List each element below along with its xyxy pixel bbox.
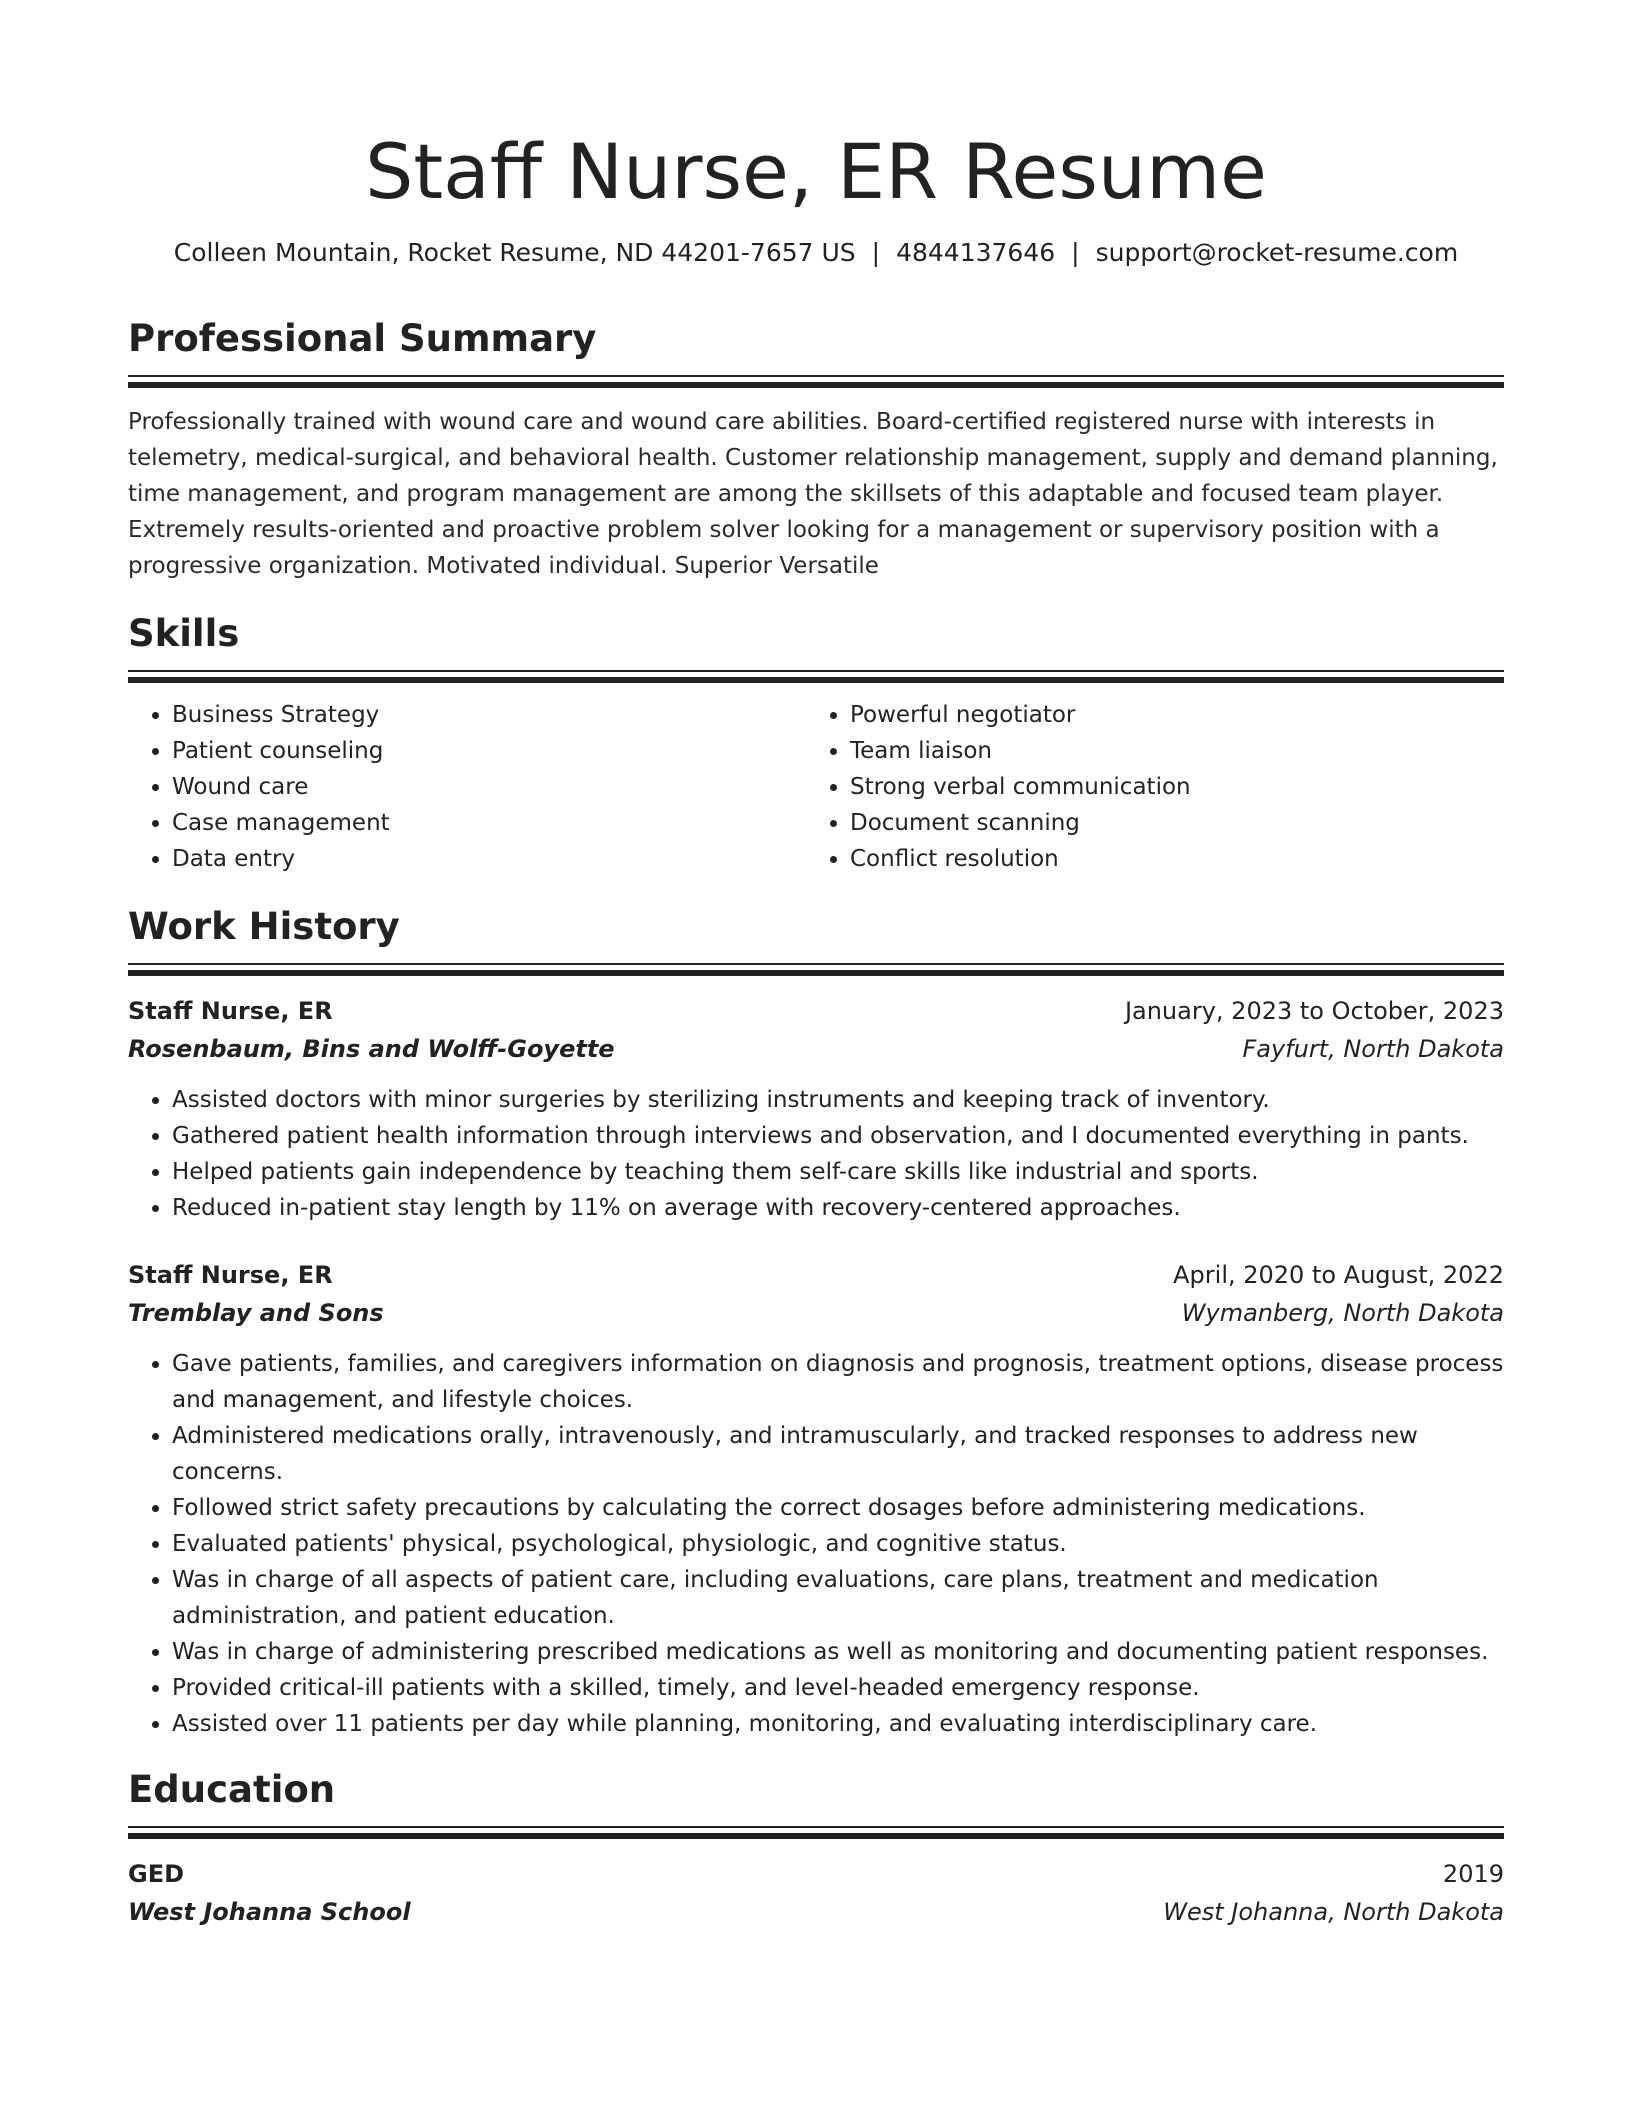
skill-item: • Powerful negotiator [850, 697, 1484, 733]
contact-email: support@rocket-resume.com [1095, 238, 1459, 267]
skill-item: • Case management [172, 805, 806, 841]
job-employer-row [128, 1294, 1504, 1332]
skill-item: • Data entry [172, 841, 806, 877]
job-bullets [128, 1082, 1504, 1226]
section-heading-work-history: Work History [128, 905, 400, 948]
job-bullet: • Followed strict safety precautions by calculating the correct dosages before administering medications. [172, 1490, 1504, 1526]
job-bullet: • Administered medications orally, intravenously, and intramuscularly, and tracked responses to address new concerns. [172, 1418, 1504, 1490]
job-bullet: • Provided critical-ill patients with a skilled, timely, and level-headed emergency response. [172, 1670, 1504, 1706]
section-divider [128, 963, 1504, 976]
skill-item: • Wound care [172, 769, 806, 805]
job-header-row [128, 1256, 1504, 1294]
job-bullet: • Assisted doctors with minor surgeries by sterilizing instruments and keeping track of inventory. [172, 1082, 1504, 1118]
job-bullet: • Assisted over 11 patients per day while planning, monitoring, and evaluating interdisciplinary care. [172, 1706, 1504, 1742]
resume-title: Staff Nurse, ER Resume [365, 127, 1267, 216]
summary-text: Professionally trained with wound care and wound care abilities. Board-certified registered nurse with interests in telemetry, medical-surgical, and behavioral health. Customer relationship management, supply and demand planning, time management, and program management are among the skillsets of this adaptable and focused team player. Extremely results-oriented and proactive problem solver looking for a management or supervisory position with a progressive organization. Motivated individual. Superior Versatile [128, 409, 1498, 579]
section-heading-skills: Skills [128, 612, 240, 655]
education-header-row [128, 1855, 1504, 1893]
section-divider [128, 1826, 1504, 1839]
job-entry [128, 1256, 1504, 1742]
education-school: West Johanna School [128, 1898, 411, 1926]
skills-column-left [128, 697, 806, 877]
job-bullet: • Was in charge of all aspects of patient care, including evaluations, care plans, treatment and medication administration, and patient education. [172, 1562, 1504, 1634]
education-entry [128, 1855, 1504, 1931]
skill-item: • Document scanning [850, 805, 1484, 841]
education-school-row [128, 1893, 1504, 1931]
skill-item: • Business Strategy [172, 697, 806, 733]
section-divider [128, 670, 1504, 683]
skill-item: • Patient counseling [172, 733, 806, 769]
education-year: 2019 [1442, 1860, 1504, 1888]
job-bullets [128, 1346, 1504, 1742]
job-bullet: • Gave patients, families, and caregivers information on diagnosis and prognosis, treatment options, disease process and management, and lifestyle choices. [172, 1346, 1504, 1418]
job-bullet: • Gathered patient health information through interviews and observation, and I documented everything in pants. [172, 1118, 1504, 1154]
section-heading-summary: Professional Summary [128, 317, 597, 360]
contact-separator: | [1071, 238, 1080, 267]
job-employer: Rosenbaum, Bins and Wolff-Goyette [128, 1035, 615, 1063]
skill-item: • Team liaison [850, 733, 1484, 769]
job-employer-row [128, 1030, 1504, 1068]
section-heading-education: Education [128, 1768, 336, 1811]
job-employer: Tremblay and Sons [128, 1299, 384, 1327]
job-dates: April, 2020 to August, 2022 [1173, 1261, 1504, 1289]
education-degree: GED [128, 1860, 185, 1888]
resume-page [128, 0, 1504, 1931]
skill-item: • Conflict resolution [850, 841, 1484, 877]
skills-list [128, 697, 1504, 877]
contact-phone: 4844137646 [896, 238, 1056, 267]
job-dates: January, 2023 to October, 2023 [1124, 997, 1504, 1025]
job-bullet: • Was in charge of administering prescribed medications as well as monitoring and documenting patient responses. [172, 1634, 1504, 1670]
skill-item: • Strong verbal communication [850, 769, 1484, 805]
job-entry [128, 992, 1504, 1226]
job-bullet: • Helped patients gain independence by teaching them self-care skills like industrial and sports. [172, 1154, 1504, 1190]
contact-separator: | [871, 238, 881, 267]
job-title: Staff Nurse, ER [128, 1261, 333, 1289]
contact-line [128, 235, 1504, 271]
education-location: West Johanna, North Dakota [1163, 1898, 1504, 1926]
job-header-row [128, 992, 1504, 1030]
section-divider [128, 375, 1504, 388]
job-bullet: • Reduced in-patient stay length by 11% on average with recovery-centered approaches. [172, 1190, 1504, 1226]
job-location: Wymanberg, North Dakota [1181, 1299, 1504, 1327]
contact-address: Colleen Mountain, Rocket Resume, ND 44201-7657 US [173, 238, 856, 267]
job-bullet: • Evaluated patients' physical, psychological, physiologic, and cognitive status. [172, 1526, 1504, 1562]
skills-column-right [806, 697, 1484, 877]
job-title: Staff Nurse, ER [128, 997, 333, 1025]
job-location: Fayfurt, North Dakota [1242, 1035, 1504, 1063]
